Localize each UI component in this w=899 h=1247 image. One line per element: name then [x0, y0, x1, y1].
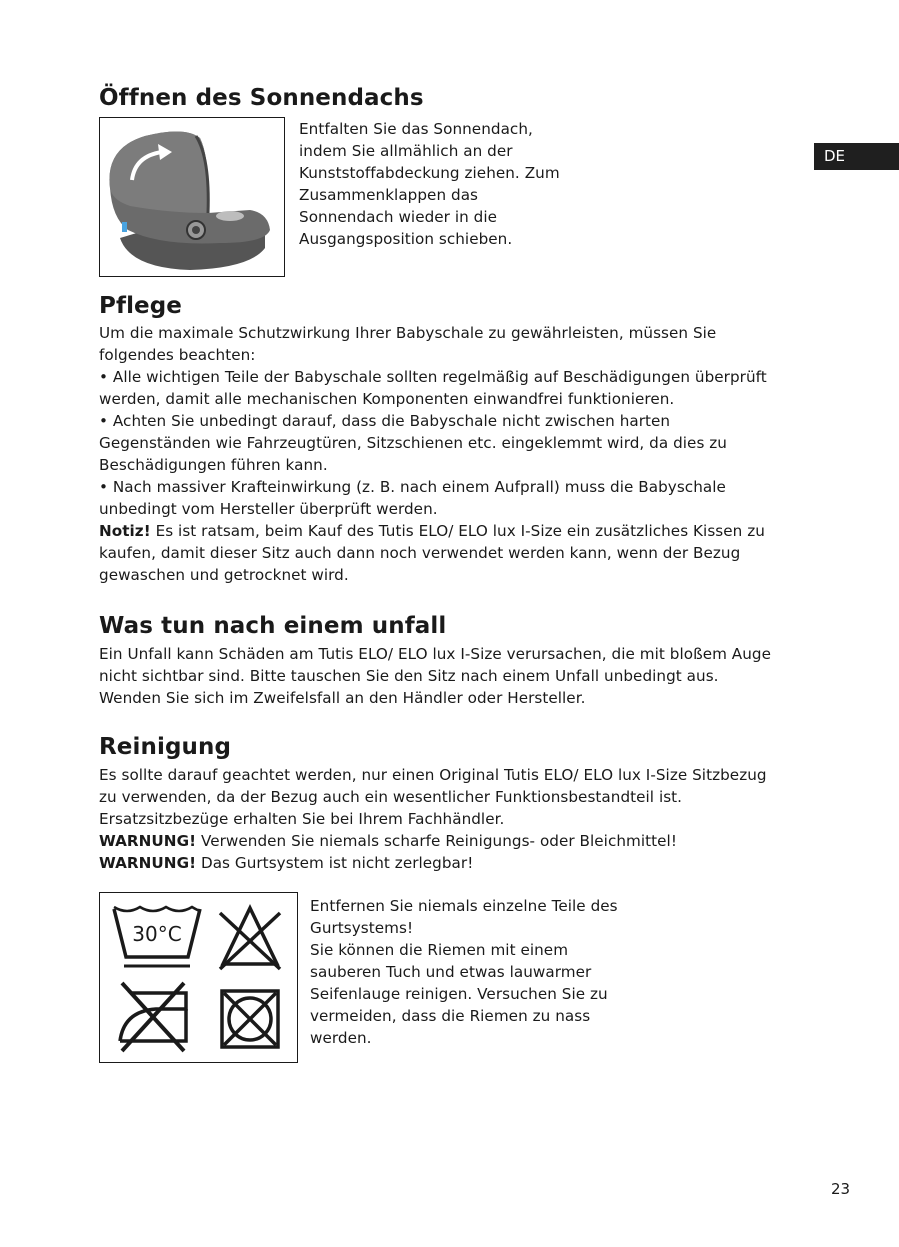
harness-line: Seifenlauge reinigen. Versuchen Sie zu [310, 985, 608, 1003]
language-tab: DE [814, 143, 899, 170]
care-line: Beschädigungen führen kann. [99, 456, 328, 474]
warning-text: Das Gurtsystem ist nicht zerlegbar! [196, 854, 474, 872]
canopy-line: Sonnendach wieder in die [299, 208, 498, 226]
cleaning-text [99, 764, 859, 874]
warning-label: WARNUNG! [99, 832, 197, 850]
care-text [99, 322, 859, 586]
no-bleach-icon [220, 908, 280, 969]
care-note [99, 520, 859, 542]
canopy-text [299, 118, 599, 250]
care-note-line: gewaschen und getrocknet wird. [99, 566, 349, 584]
care-line: • Nach massiver Krafteinwirkung (z. B. nach einem Aufprall) muss die Babyschale [99, 478, 726, 496]
canopy-line: indem Sie allmählich an der [299, 142, 513, 160]
warning-2 [99, 852, 859, 874]
canopy-line: Entfalten Sie das Sonnendach, [299, 120, 533, 138]
canopy-line: Zusammenklappen das [299, 186, 479, 204]
harness-text [310, 895, 650, 1049]
section-title-cleaning: Reinigung [99, 734, 232, 760]
harness-line: sauberen Tuch und etwas lauwarmer [310, 963, 592, 981]
cleaning-line: zu verwenden, da der Bezug auch ein wesentlicher Funktionsbestandteil ist. [99, 788, 683, 806]
warning-label: WARNUNG! [99, 854, 197, 872]
note-label: Notiz! [99, 522, 151, 540]
harness-line: vermeiden, dass die Riemen zu nass [310, 1007, 591, 1025]
canopy-illustration [99, 117, 285, 277]
accident-line: Wenden Sie sich im Zweifelsfall an den Händler oder Hersteller. [99, 689, 586, 707]
care-line: Gegenständen wie Fahrzeugtüren, Sitzschienen etc. eingeklemmt wird, da dies zu [99, 434, 727, 452]
wash-temp-label: 30°C [132, 922, 182, 946]
harness-line: werden. [310, 1029, 372, 1047]
accident-line: nicht sichtbar sind. Bitte tauschen Sie den Sitz nach einem Unfall unbedingt aus. [99, 667, 719, 685]
care-line: folgendes beachten: [99, 346, 256, 364]
care-line: Um die maximale Schutzwirkung Ihrer Babyschale zu gewährleisten, müssen Sie [99, 324, 717, 342]
care-line: • Alle wichtigen Teile der Babyschale sollten regelmäßig auf Beschädigungen überprüft [99, 368, 767, 386]
harness-line: Gurtsystems! [310, 919, 414, 937]
section-title-accident: Was tun nach einem unfall [99, 613, 447, 639]
cleaning-line: Es sollte darauf geachtet werden, nur einen Original Tutis ELO/ ELO lux I-Size Sitzbezug [99, 766, 767, 784]
cleaning-line: Ersatzsitzbezüge erhalten Sie bei Ihrem Fachhändler. [99, 810, 505, 828]
section-title-canopy: Öffnen des Sonnendachs [99, 85, 424, 111]
care-line: • Achten Sie unbedingt darauf, dass die Babyschale nicht zwischen harten [99, 412, 671, 430]
section-title-care: Pflege [99, 293, 183, 319]
canopy-line: Kunststoffabdeckung ziehen. Zum [299, 164, 560, 182]
harness-line: Sie können die Riemen mit einem [310, 941, 569, 959]
wash-30-icon [114, 907, 200, 966]
page-number: 23 [831, 1180, 851, 1198]
warning-1 [99, 830, 859, 852]
care-symbols [99, 892, 298, 1063]
care-symbols-graphic [100, 893, 297, 1062]
warning-text: Verwenden Sie niemals scharfe Reinigungs- oder Bleichmittel! [196, 832, 677, 850]
accident-line: Ein Unfall kann Schäden am Tutis ELO/ ELO lux I-Size verursachen, die mit bloßem Auge [99, 645, 772, 663]
harness-line: Entfernen Sie niemals einzelne Teile des [310, 897, 618, 915]
no-iron-icon [120, 983, 186, 1051]
care-note-line: kaufen, damit dieser Sitz auch dann noch verwendet werden kann, wenn der Bezug [99, 544, 741, 562]
note-text: Es ist ratsam, beim Kauf des Tutis ELO/ ELO lux I-Size ein zusätzliches Kissen zu [150, 522, 765, 540]
no-tumble-dry-icon [222, 991, 278, 1047]
car-seat-icon [100, 118, 284, 276]
canopy-line: Ausgangsposition schieben. [299, 230, 513, 248]
care-line: unbedingt vom Hersteller überprüft werden. [99, 500, 438, 518]
care-line: werden, damit alle mechanischen Komponenten einwandfrei funktionieren. [99, 390, 675, 408]
accident-text [99, 643, 859, 709]
